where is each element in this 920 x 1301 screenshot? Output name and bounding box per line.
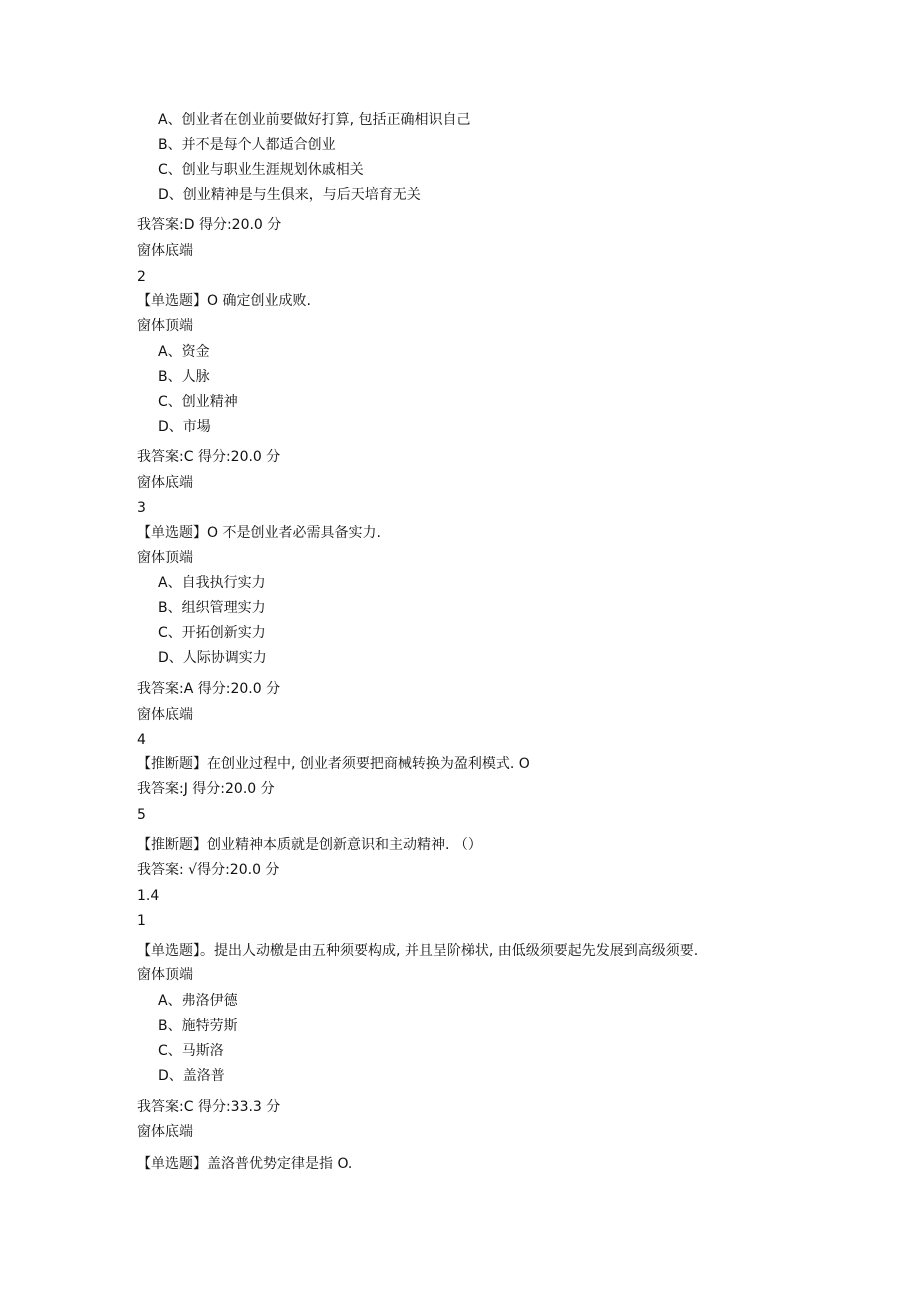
answer-line: 我答案:C 得分:33.3 分	[137, 1099, 281, 1115]
option-a: A、资金	[158, 344, 210, 360]
section-number: 1.4	[137, 888, 160, 904]
option-d: D、市場	[158, 419, 211, 435]
question-text: 【单选题】O 确定创业成败.	[137, 293, 311, 309]
option-d: D、创业精神是与生俱来，与后天培育无关	[158, 187, 421, 203]
option-c: C、马斯洛	[158, 1043, 224, 1059]
question-number: 2	[137, 269, 146, 285]
option-d: D、人际协调实力	[158, 650, 267, 666]
option-b: B、并不是每个人都适合创业	[158, 137, 336, 153]
form-bottom: 窗体底端	[137, 1124, 193, 1140]
answer-line: 我答案:A 得分:20.0 分	[137, 681, 281, 697]
option-b: B、组织管理实力	[158, 600, 266, 616]
form-top: 窗体顶端	[137, 550, 193, 566]
form-bottom: 窗体底端	[137, 707, 193, 723]
option-c: C、创业精神	[158, 394, 238, 410]
answer-line: 我答案:D 得分:20.0 分	[137, 217, 282, 233]
question-text: 【推断题】创业精神本质就是创新意识和主动精神. （）	[137, 837, 482, 853]
question-text: 【单选题】。提出人动檄是由五种须要构成, 并且呈阶梯状, 由低级须要起先发展到高级须要.	[137, 943, 699, 959]
answer-line: 我答案:C 得分:20.0 分	[137, 449, 281, 465]
question-number: 5	[137, 807, 146, 823]
question-text: 【单选题】盖洛普优势定律是指 O.	[137, 1156, 353, 1172]
option-a: A、创业者在创业前要做好打算, 包括正确相识自己	[158, 112, 471, 128]
option-b: B、人脉	[158, 369, 210, 385]
answer-line: 我答案:J 得分:20.0 分	[137, 781, 275, 797]
question-text: 【推断题】在创业过程中, 创业者须要把商械转换为盈利模式. O	[137, 756, 530, 772]
option-c: C、创业与职业生涯规划休戚相关	[158, 162, 364, 178]
form-top: 窗体顶端	[137, 967, 193, 983]
question-text: 【单选题】O 不是创业者必需具备实力.	[137, 525, 381, 541]
option-d: D、盖洛普	[158, 1068, 225, 1084]
form-top: 窗体顶端	[137, 318, 193, 334]
form-bottom: 窗体底端	[137, 475, 193, 491]
option-a: A、弗洛伊德	[158, 993, 238, 1009]
option-c: C、开拓创新实力	[158, 625, 266, 641]
option-a: A、自我执行实力	[158, 575, 266, 591]
question-number: 1	[137, 913, 146, 929]
question-number: 3	[137, 500, 146, 516]
option-b: B、施特劳斯	[158, 1018, 238, 1034]
answer-line: 我答案: √得分:20.0 分	[137, 862, 280, 878]
question-number: 4	[137, 732, 146, 748]
form-bottom: 窗体底端	[137, 243, 193, 259]
